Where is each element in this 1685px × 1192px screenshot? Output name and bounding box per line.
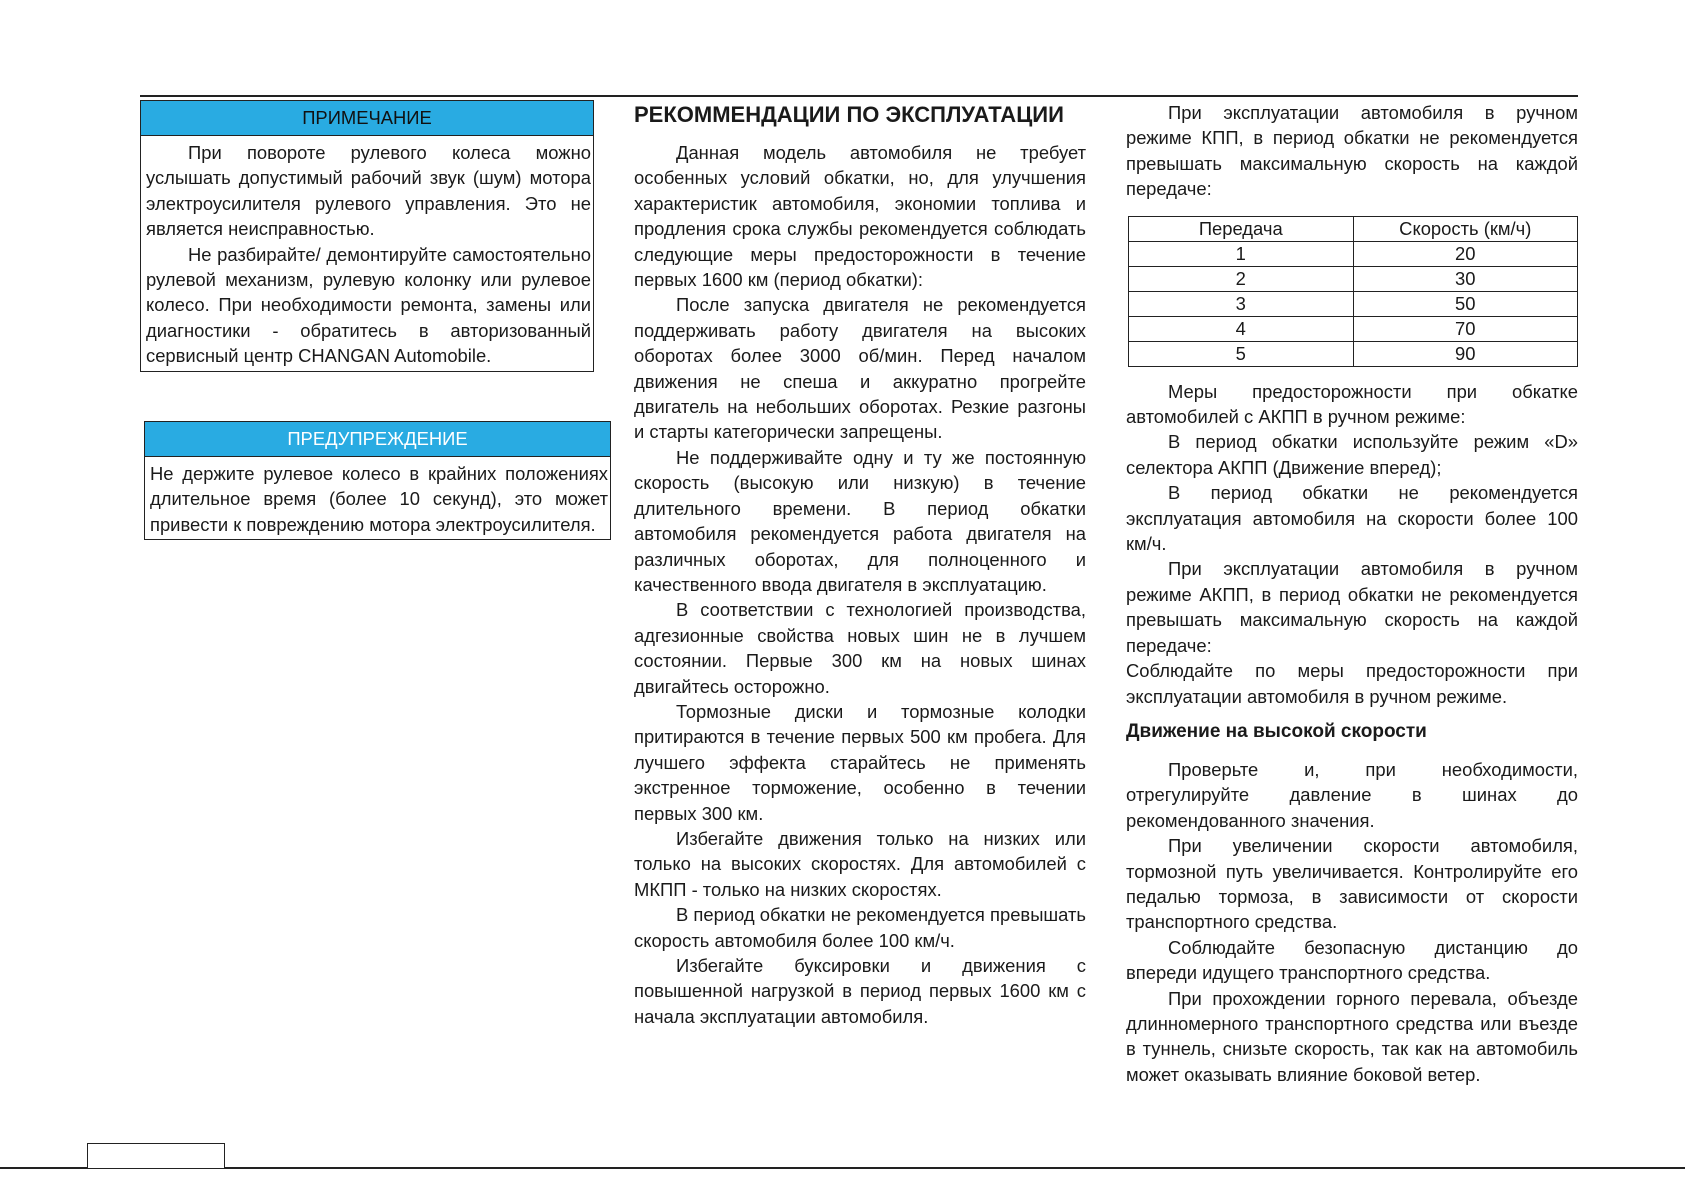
table-header-gear: Передача: [1129, 216, 1354, 241]
warning-paragraph: Не держите рулевое колесо в крайних положениях длительное время (более 10 секунд), это может привести к повреждению мотора электроусилителя.: [150, 463, 608, 535]
warning-title: ПРЕДУПРЕЖДЕНИЕ: [145, 422, 610, 457]
paragraph: Данная модель автомобиля не требует особенных условий обкатки, но, для улучшения характеристик автомобиля, экономии топлива и продления срока службы рекомендуется соблюдать следующие меры предосторожности в течение первых 1600 км (период обкатки):: [634, 142, 1086, 291]
section-title: РЕКОММЕНДАЦИИ ПО ЭКСПЛУАТАЦИИ: [634, 102, 1064, 127]
table-cell-gear: 2: [1129, 266, 1354, 291]
paragraph: Не поддерживайте одну и ту же постоянную скорость (высокую или низкую) в течение длительного времени. В период обкатки автомобиля рекомендуется работа двигателя на различных оборотах, для полноценного и качественного ввода двигателя в эксплуатацию.: [634, 446, 1086, 595]
table-row: [1129, 266, 1578, 291]
paragraph: В период обкатки не рекомендуется превышать скорость автомобиля более 100 км/ч.: [634, 904, 1086, 951]
paragraph: При эксплуатации автомобиля в ручном режиме КПП, в период обкатки не рекомендуется превышать максимальную скорость на каждой передаче:: [1126, 102, 1578, 200]
table-row: [1129, 316, 1578, 341]
paragraph: В период обкатки используйте режим «D» селектора АКПП (Движение вперед);: [1126, 431, 1578, 478]
warning-body: [145, 457, 610, 539]
gear-speed-table: [1128, 216, 1578, 367]
table-row: [1129, 241, 1578, 266]
note-paragraph: Не разбирайте/ демонтируйте самостоятельно рулевой механизм, рулевую колонку или рулевое колесо. При необходимости ремонта, замены или диагностики - обратитесь в авторизованный сервисный центр CHANGAN Automobile.: [146, 243, 591, 367]
paragraph: При прохождении горного перевала, объезде длинномерного транспортного средства или въезде в туннель, снизьте скорость, так как на автомобиль может оказывать влияние боковой ветер.: [1126, 987, 1578, 1085]
table-cell-speed: 50: [1353, 291, 1578, 316]
table-cell-speed: 20: [1353, 241, 1578, 266]
paragraph: Меры предосторожности при обкатке автомобилей с АКПП в ручном режиме:: [1126, 380, 1578, 428]
paragraph: В соответствии с технологией производства, адгезионные свойства новых шин не в лучшем состоянии. Первые 300 км на новых шинах двигайтесь осторожно.: [634, 599, 1086, 697]
paragraph: Проверьте и, при необходимости, отрегулируйте давление в шинах до рекомендованного значения.: [1126, 758, 1578, 831]
note-body: [141, 136, 593, 371]
table-row: [1129, 291, 1578, 316]
table-cell-gear: 4: [1129, 316, 1354, 341]
table-header-row: [1129, 216, 1578, 241]
table-cell-gear: 5: [1129, 341, 1354, 366]
table-row: [1129, 341, 1578, 366]
note-box: [140, 100, 594, 372]
table-cell-speed: 70: [1353, 316, 1578, 341]
column-middle: [634, 100, 1086, 1029]
table-cell-gear: 3: [1129, 291, 1354, 316]
paragraph: В период обкатки не рекомендуется эксплуатация автомобиля на скорости более 100 км/ч.: [1126, 482, 1578, 555]
note-title: ПРИМЕЧАНИЕ: [141, 101, 593, 136]
note-paragraph: При повороте рулевого колеса можно услышать допустимый рабочий звук (шум) мотора электроусилителя рулевого управления. Это не является неисправностью.: [146, 142, 591, 240]
column-right: [1126, 100, 1578, 1087]
table-cell-speed: 90: [1353, 341, 1578, 366]
paragraph: Избегайте движения только на низких или только на высоких скоростях. Для автомобилей с МКПП - только на низких скоростях.: [634, 827, 1086, 900]
paragraph: Избегайте буксировки и движения с повышенной нагрузкой в период первых 1600 км с начала эксплуатации автомобиля.: [634, 955, 1086, 1027]
table-cell-speed: 30: [1353, 266, 1578, 291]
table-cell-gear: 1: [1129, 241, 1354, 266]
paragraph: При эксплуатации автомобиля в ручном режиме АКПП, в период обкатки не рекомендуется превышать максимальную скорость на каждой передаче:: [1126, 558, 1578, 656]
header-rule: [140, 95, 1578, 97]
paragraph: При увеличении скорости автомобиля, тормозной путь увеличивается. Контролируйте его педалью тормоза, в зависимости от скорости транспортного средства.: [1126, 835, 1578, 933]
page-tab: [87, 1143, 225, 1168]
paragraph: После запуска двигателя не рекомендуется поддерживать работу двигателя на высоких оборотах более 3000 об/мин. Перед началом движения не спеша и аккуратно прогрейте двигатель на небольших оборотах. Резкие разгоны и старты категорически запрещены.: [634, 294, 1086, 443]
warning-box: [144, 421, 611, 540]
section-subtitle: Движение на высокой скорости: [1126, 720, 1427, 742]
column-left: [140, 100, 595, 372]
footer-rule: [0, 1167, 1685, 1169]
table-header-speed: Скорость (км/ч): [1353, 216, 1578, 241]
paragraph: Тормозные диски и тормозные колодки притираются в течение первых 500 км пробега. Для лучшего эффекта старайтесь не применять экстренное торможение, особенно в течении первых 300 км.: [634, 700, 1086, 824]
paragraph: Соблюдайте безопасную дистанцию до впереди идущего транспортного средства.: [1126, 936, 1578, 984]
paragraph: Соблюдайте по меры предосторожности при эксплуатации автомобиля в ручном режиме.: [1126, 660, 1578, 707]
